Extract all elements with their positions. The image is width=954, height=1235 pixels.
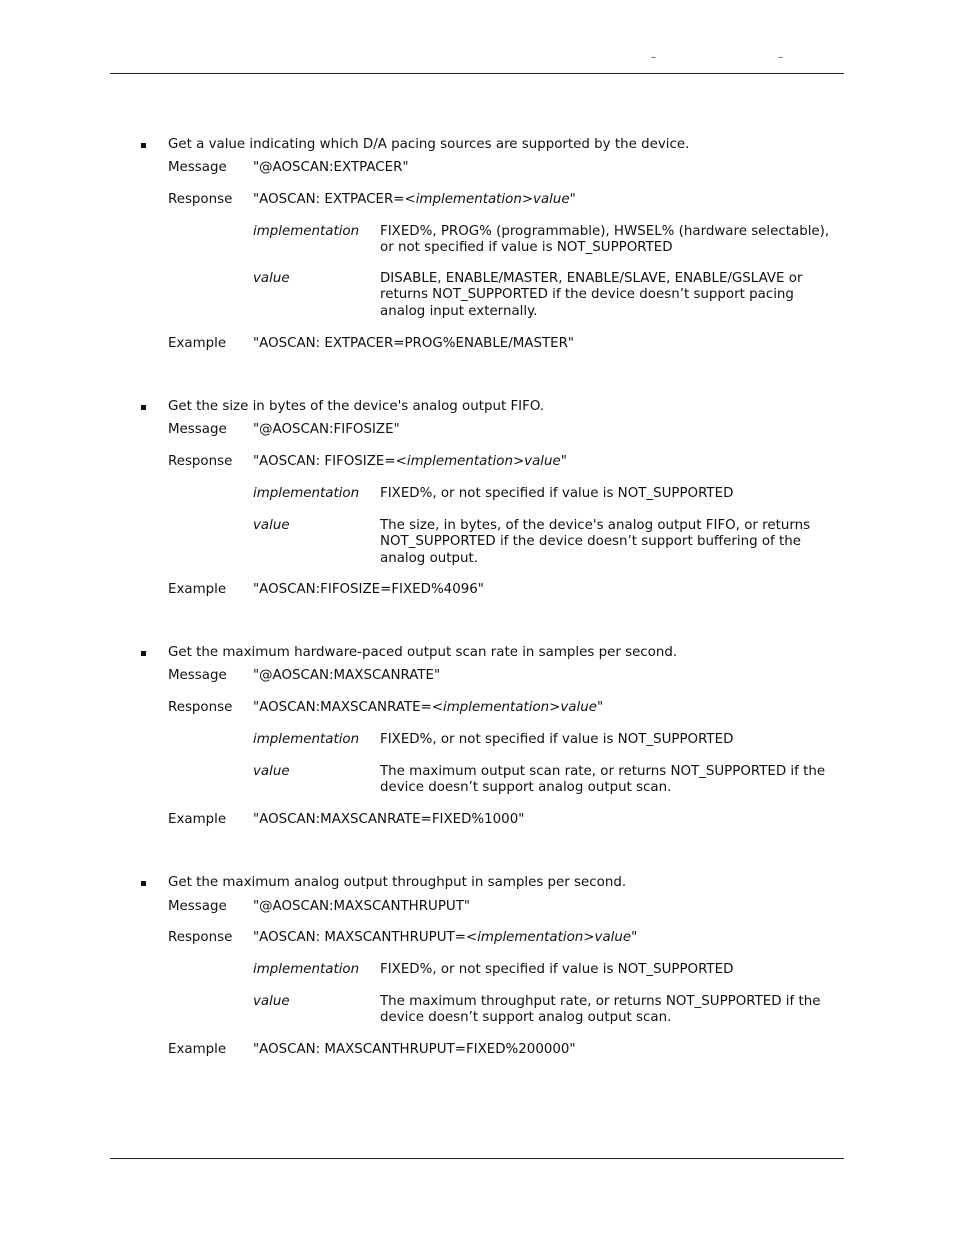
response-label: Response: [168, 454, 233, 469]
implementation-definition: FIXED%, or not specified if value is NOT_SUPPORTED: [380, 962, 734, 977]
message-label: Message: [168, 160, 227, 175]
implementation-definition: FIXED%, PROG% (programmable), HWSEL% (hardware selectable), or not specified if value is NOT_SUPPORTED: [380, 224, 830, 256]
bullet-marker: [141, 143, 146, 148]
example-value: "AOSCAN: MAXSCANTHRUPUT=FIXED%200000": [253, 1042, 576, 1057]
bullet-marker: [141, 651, 146, 656]
response-label: Response: [168, 700, 233, 715]
response-value: "AOSCAN: FIFOSIZE=<implementation>value": [253, 454, 567, 469]
response-value: "AOSCAN: EXTPACER=<implementation>value": [253, 192, 576, 207]
bullet-marker: [141, 881, 146, 886]
command-description: Get the maximum analog output throughput in samples per second.: [168, 875, 627, 890]
implementation-definition: FIXED%, or not specified if value is NOT_SUPPORTED: [380, 732, 734, 747]
example-value: "AOSCAN:FIFOSIZE=FIXED%4096": [253, 582, 484, 597]
message-value: "@AOSCAN:FIFOSIZE": [253, 422, 400, 437]
value-definition: DISABLE, ENABLE/MASTER, ENABLE/SLAVE, ENABLE/GSLAVE or returns NOT_SUPPORTED if the device doesn’t support pacing analog input externally.: [380, 271, 803, 319]
example-label: Example: [168, 1042, 227, 1057]
implementation-term: implementation: [253, 224, 360, 239]
implementation-term: implementation: [253, 732, 360, 747]
value-term: value: [253, 518, 290, 533]
value-definition: The size, in bytes, of the device's analog output FIFO, or returns NOT_SUPPORTED if the device doesn’t support buffering of the analog output.: [380, 518, 811, 566]
message-value: "@AOSCAN:MAXSCANRATE": [253, 668, 441, 683]
implementation-term: implementation: [253, 486, 360, 501]
example-value: "AOSCAN: EXTPACER=PROG%ENABLE/MASTER": [253, 336, 575, 351]
header-mark-right: –: [778, 52, 783, 63]
value-definition: The maximum throughput rate, or returns NOT_SUPPORTED if the device doesn’t support analog output scan.: [380, 994, 821, 1026]
command-description: Get the maximum hardware-paced output scan rate in samples per second.: [168, 645, 678, 660]
command-description: Get the size in bytes of the device's analog output FIFO.: [168, 399, 545, 414]
message-label: Message: [168, 668, 227, 683]
value-definition: The maximum output scan rate, or returns NOT_SUPPORTED if the device doesn’t support analog output scan.: [380, 764, 826, 796]
response-value: "AOSCAN: MAXSCANTHRUPUT=<implementation>value": [253, 930, 638, 945]
value-term: value: [253, 994, 290, 1009]
example-value: "AOSCAN:MAXSCANRATE=FIXED%1000": [253, 812, 525, 827]
example-label: Example: [168, 812, 227, 827]
message-value: "@AOSCAN:EXTPACER": [253, 160, 409, 175]
message-value: "@AOSCAN:MAXSCANTHRUPUT": [253, 899, 471, 914]
header-rule: [110, 73, 844, 74]
message-label: Message: [168, 899, 227, 914]
example-label: Example: [168, 582, 227, 597]
response-value: "AOSCAN:MAXSCANRATE=<implementation>value": [253, 700, 604, 715]
value-term: value: [253, 764, 290, 779]
example-label: Example: [168, 336, 227, 351]
bullet-marker: [141, 405, 146, 410]
implementation-term: implementation: [253, 962, 360, 977]
value-term: value: [253, 271, 290, 286]
header-mark-left: –: [651, 52, 656, 63]
response-label: Response: [168, 192, 233, 207]
footer-rule: [110, 1158, 844, 1159]
command-description: Get a value indicating which D/A pacing sources are supported by the device.: [168, 137, 690, 152]
message-label: Message: [168, 422, 227, 437]
implementation-definition: FIXED%, or not specified if value is NOT_SUPPORTED: [380, 486, 734, 501]
response-label: Response: [168, 930, 233, 945]
